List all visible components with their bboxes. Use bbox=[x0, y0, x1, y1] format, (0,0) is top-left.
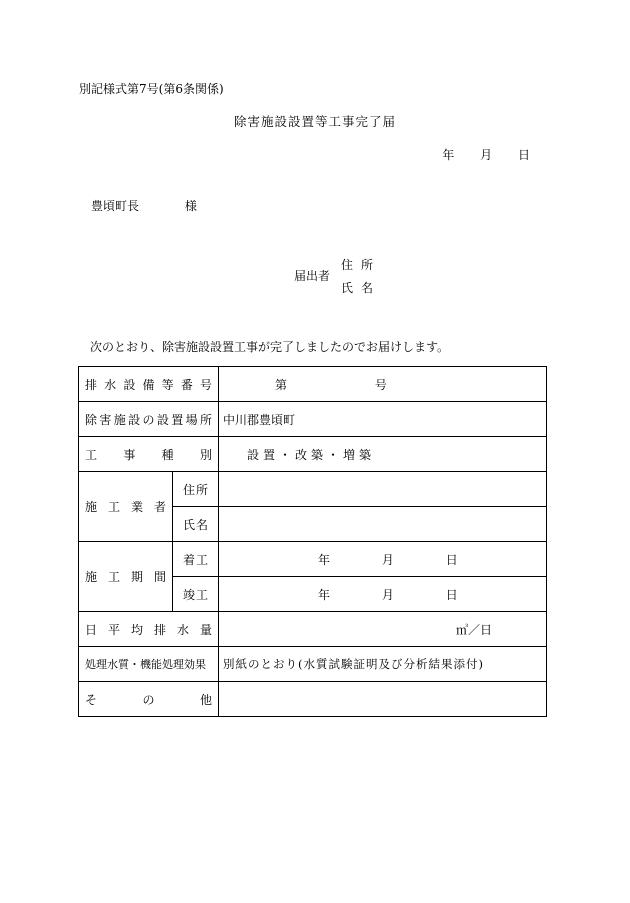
start-label: 着工 bbox=[173, 542, 219, 577]
treatment-quality-label: 処理水質・機能処理効果 bbox=[79, 647, 219, 682]
daily-discharge-label: 日平均排水量 bbox=[79, 612, 219, 647]
construction-period-label: 施工期間 bbox=[79, 542, 173, 612]
day-label: 日 bbox=[517, 148, 530, 162]
work-type-field[interactable]: 設置・改築・増築 bbox=[219, 437, 547, 472]
table-row bbox=[79, 472, 547, 507]
applicant-name-label: 氏名 bbox=[341, 281, 382, 295]
daily-discharge-field[interactable] bbox=[219, 612, 547, 647]
other-label: その他 bbox=[79, 682, 219, 717]
other-field[interactable] bbox=[219, 682, 547, 717]
start-month: 月 bbox=[381, 552, 394, 567]
applicant-label: 届出者 bbox=[294, 269, 331, 283]
month-label: 月 bbox=[480, 148, 493, 162]
contractor-address-label: 住所 bbox=[173, 472, 219, 507]
contractor-label: 施工業者 bbox=[79, 472, 173, 542]
table-row bbox=[79, 647, 547, 682]
equipment-number-field[interactable] bbox=[219, 367, 547, 402]
installation-location-label: 除害施設の設置場所 bbox=[79, 402, 219, 437]
start-date-field[interactable] bbox=[219, 542, 547, 577]
year-label: 年 bbox=[442, 148, 455, 162]
work-type-label: 工事種別 bbox=[79, 437, 219, 472]
completion-day: 日 bbox=[445, 587, 458, 602]
table-row bbox=[79, 612, 547, 647]
table-row bbox=[79, 682, 547, 717]
completion-form-table bbox=[78, 366, 547, 717]
installation-location-field[interactable]: 中川郡豊頃町 bbox=[219, 402, 547, 437]
applicant-address-label: 住所 bbox=[341, 258, 382, 272]
start-year: 年 bbox=[318, 552, 331, 567]
table-row bbox=[79, 367, 547, 402]
completion-year: 年 bbox=[318, 587, 331, 602]
contractor-name-label: 氏名 bbox=[173, 507, 219, 542]
intro-text: 次のとおり、除害施設設置工事が完了しましたのでお届けします。 bbox=[90, 340, 450, 354]
discharge-unit: ㎥／日 bbox=[456, 622, 493, 637]
table-row bbox=[79, 542, 547, 577]
form-reference: 別記様式第7号(第6条関係) bbox=[79, 82, 224, 96]
equipment-number-label: 排水設備等番号 bbox=[79, 367, 219, 402]
submission-date bbox=[420, 146, 530, 163]
treatment-quality-field[interactable]: 別紙のとおり(水質試験証明及び分析結果添付) bbox=[219, 647, 547, 682]
table-row bbox=[79, 437, 547, 472]
table-row bbox=[79, 402, 547, 437]
addressee bbox=[91, 197, 197, 214]
number-prefix: 第 bbox=[275, 377, 288, 392]
number-suffix: 号 bbox=[374, 377, 387, 392]
completion-date-field[interactable] bbox=[219, 577, 547, 612]
completion-label: 竣工 bbox=[173, 577, 219, 612]
completion-month: 月 bbox=[381, 587, 394, 602]
start-day: 日 bbox=[445, 552, 458, 567]
contractor-address-field[interactable] bbox=[219, 472, 547, 507]
addressee-name: 豊頃町長 bbox=[91, 199, 140, 213]
honorific: 様 bbox=[184, 199, 197, 213]
document-title: 除害施設設置等工事完了届 bbox=[233, 114, 396, 129]
contractor-name-field[interactable] bbox=[219, 507, 547, 542]
